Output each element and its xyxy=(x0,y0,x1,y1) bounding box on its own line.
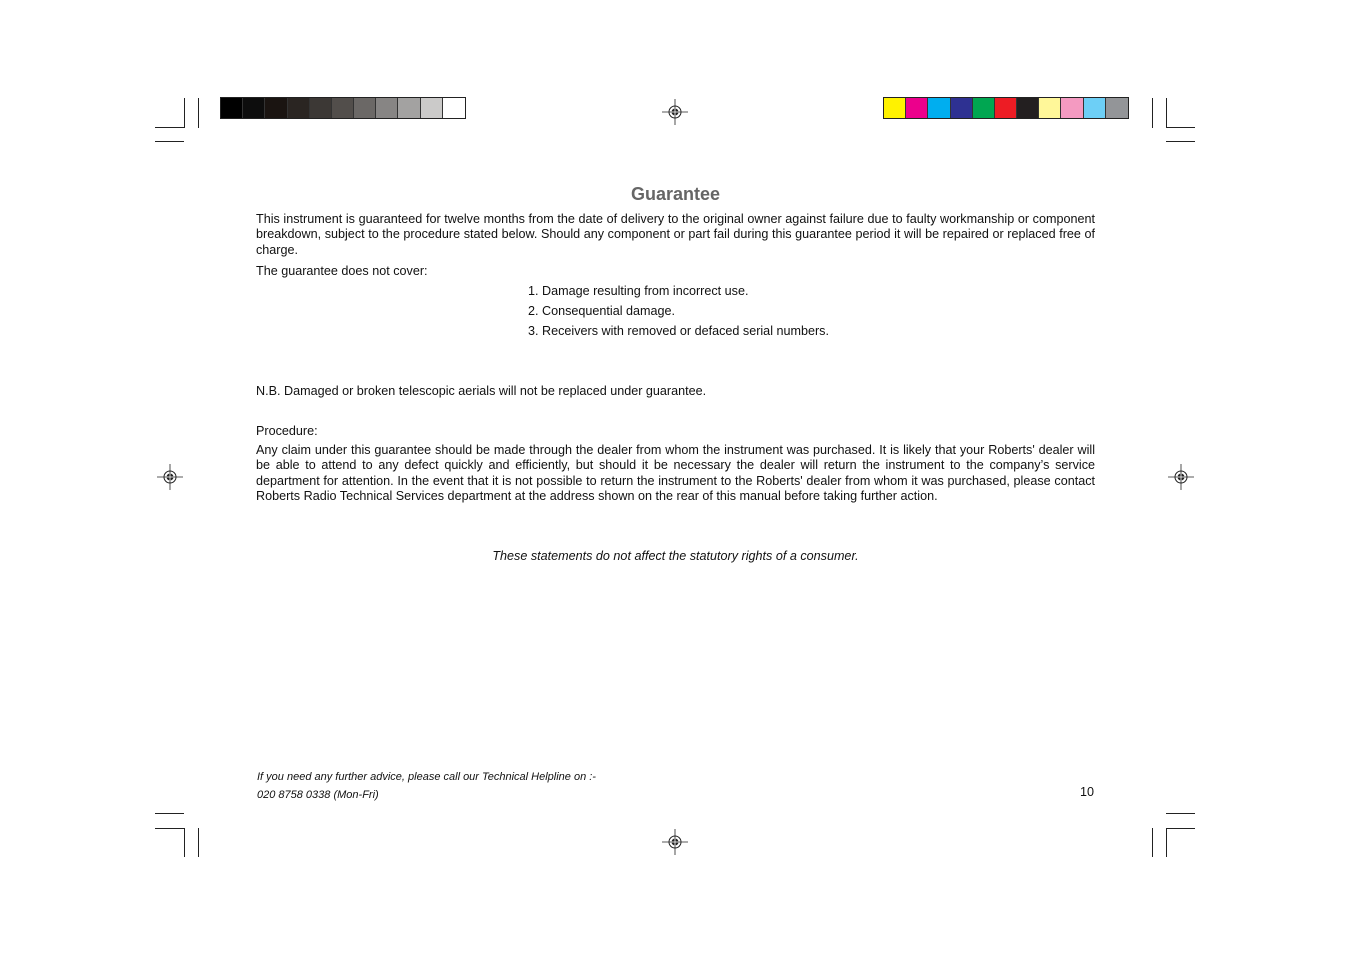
exclusion-item: 2. Consequential damage. xyxy=(528,304,676,318)
color-swatch xyxy=(376,98,398,118)
color-swatch xyxy=(398,98,420,118)
color-calibration-bar xyxy=(883,97,1129,119)
crop-mark xyxy=(1166,828,1167,857)
grayscale-calibration-bar xyxy=(220,97,466,119)
crop-mark xyxy=(1166,98,1167,128)
crop-mark xyxy=(1152,98,1153,128)
color-swatch xyxy=(884,98,906,118)
procedure-label: Procedure: xyxy=(256,424,318,438)
procedure-paragraph: Any claim under this guarantee should be made through the dealer from whom the instrument was purchased. It is likely that your Roberts' dealer will be able to attend to any defect quickly and efficiently, but should it be necessary the dealer will return the instrument to the company’s service department for attention. In the event that it is not possible to return the instrument to the Roberts' dealer from whom it was purchased, please contact Roberts Radio Technical Services department at the address shown on the rear of this manual before taking further action. xyxy=(256,443,1095,503)
crop-mark xyxy=(1166,141,1195,142)
color-swatch xyxy=(928,98,950,118)
crop-mark xyxy=(198,828,199,857)
color-swatch xyxy=(951,98,973,118)
crop-mark xyxy=(155,828,184,829)
crop-mark xyxy=(184,98,185,128)
exclusion-item: 3. Receivers with removed or defaced serial numbers. xyxy=(528,324,829,338)
color-swatch xyxy=(1017,98,1039,118)
crop-mark xyxy=(1166,813,1195,814)
crop-mark xyxy=(198,98,199,128)
color-swatch xyxy=(973,98,995,118)
crop-mark xyxy=(1166,127,1195,128)
color-swatch xyxy=(265,98,287,118)
helpline-phone: 020 8758 0338 (Mon-Fri) xyxy=(257,789,379,801)
color-swatch xyxy=(1084,98,1106,118)
crop-mark xyxy=(155,141,184,142)
registration-mark-icon xyxy=(157,464,183,490)
color-swatch xyxy=(1106,98,1128,118)
color-swatch xyxy=(221,98,243,118)
color-swatch xyxy=(243,98,265,118)
crop-mark xyxy=(1152,828,1153,857)
statutory-note: These statements do not affect the statutory rights of a consumer. xyxy=(492,549,859,563)
color-swatch xyxy=(1039,98,1061,118)
color-swatch xyxy=(421,98,443,118)
color-swatch xyxy=(906,98,928,118)
color-swatch xyxy=(310,98,332,118)
color-swatch xyxy=(288,98,310,118)
crop-mark xyxy=(155,127,184,128)
color-swatch xyxy=(443,98,465,118)
intro-paragraph: This instrument is guaranteed for twelve months from the date of delivery to the original owner against failure due to faulty workmanship or component breakdown, subject to the procedure stated below. Should any component or part fail during this guarantee period it will be repaired or replaced free of charge. xyxy=(256,212,1095,257)
color-swatch xyxy=(354,98,376,118)
not-cover-label: The guarantee does not cover: xyxy=(256,264,428,278)
color-swatch xyxy=(995,98,1017,118)
color-swatch xyxy=(1061,98,1083,118)
nb-note: N.B. Damaged or broken telescopic aerials will not be replaced under guarantee. xyxy=(256,384,707,398)
color-swatch xyxy=(332,98,354,118)
page-title: Guarantee xyxy=(630,184,721,204)
crop-mark xyxy=(1166,828,1195,829)
helpline-text: If you need any further advice, please call our Technical Helpline on :- xyxy=(257,771,596,783)
page-number: 10 xyxy=(1080,785,1095,799)
registration-mark-icon xyxy=(662,829,688,855)
crop-mark xyxy=(184,828,185,857)
registration-mark-icon xyxy=(1168,464,1194,490)
crop-mark xyxy=(155,813,184,814)
exclusion-item: 1. Damage resulting from incorrect use. xyxy=(528,284,749,298)
registration-mark-icon xyxy=(662,99,688,125)
